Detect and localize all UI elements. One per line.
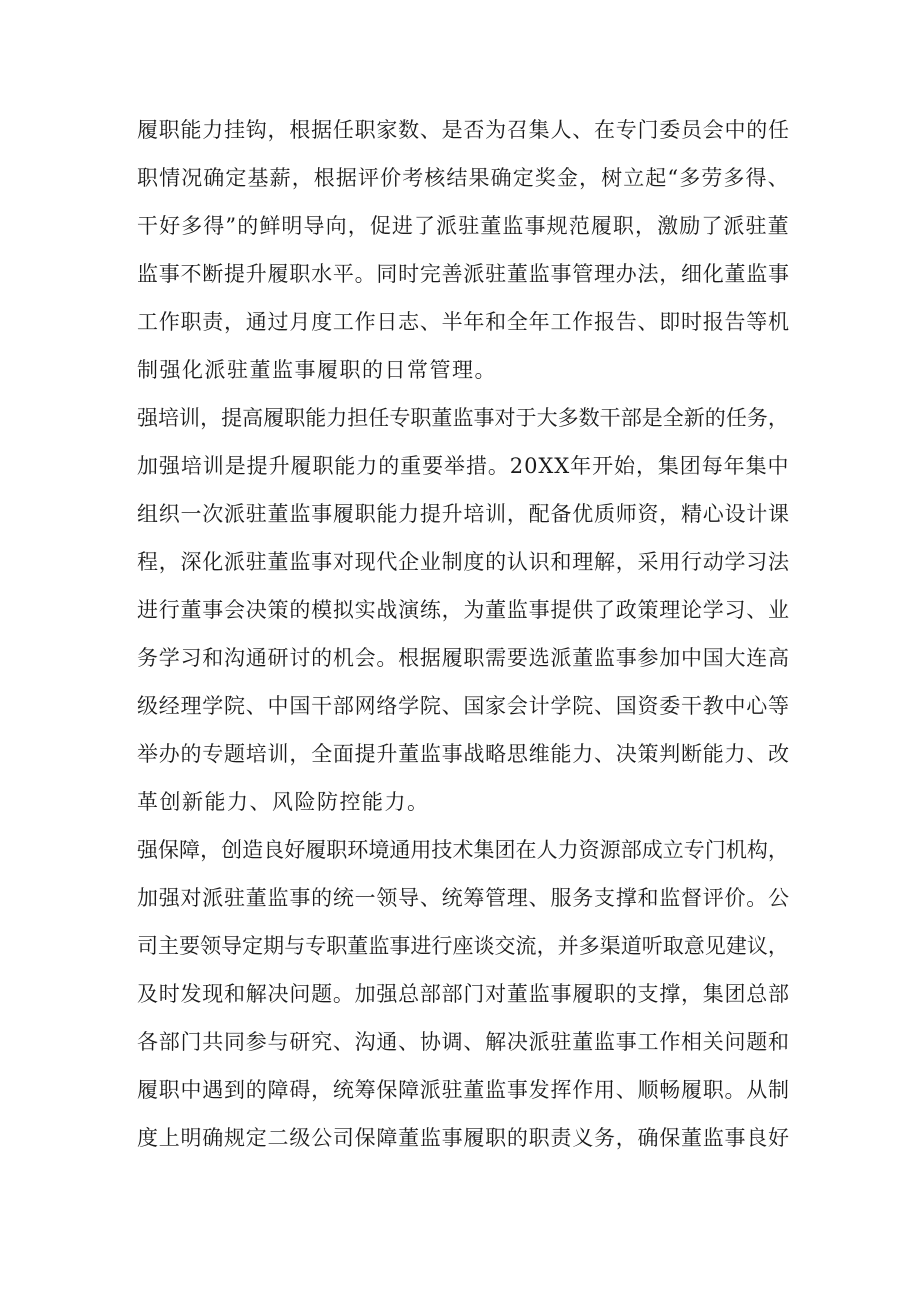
body-text-line: 各部门共同参与研究、沟通、协调、解决派驻董监事工作相关问题和 — [137, 1030, 790, 1054]
body-text-line: 强培训，提高履职能力担任专职董监事对于大多数干部是全新的任务， — [137, 406, 789, 430]
body-text-line: 职情况确定基薪，根据评价考核结果确定奖金，树立起“多劳多得、 — [137, 166, 790, 190]
body-text-line: 革创新能力、风险防控能力。 — [137, 790, 430, 814]
body-text-line: 度上明确规定二级公司保障董监事履职的职责义务，确保董监事良好 — [137, 1126, 790, 1150]
body-text-line: 强保障，创造良好履职环境通用技术集团在人力资源部成立专门机构， — [137, 838, 789, 862]
body-text-line: 加强培训是提升履职能力的重要举措。20XX年开始，集团每年集中 — [137, 454, 790, 478]
body-text-line: 务学习和沟通研讨的机会。根据履职需要选派董监事参加中国大连高 — [137, 646, 790, 670]
body-text-line: 进行董事会决策的模拟实战演练，为董监事提供了政策理论学习、业 — [137, 598, 790, 622]
body-text-line: 举办的专题培训，全面提升董监事战略思维能力、决策判断能力、改 — [137, 742, 790, 766]
body-text-line: 组织一次派驻董监事履职能力提升培训，配备优质师资，精心设计课 — [137, 502, 790, 526]
body-text-line: 履职中遇到的障碍，统筹保障派驻董监事发挥作用、顺畅履职。从制 — [137, 1078, 790, 1102]
body-text-line: 工作职责，通过月度工作日志、半年和全年工作报告、即时报告等机 — [137, 310, 790, 334]
body-text-line: 监事不断提升履职水平。同时完善派驻董监事管理办法，细化董监事 — [137, 262, 790, 286]
body-text-line: 及时发现和解决问题。加强总部部门对董监事履职的支撑，集团总部 — [137, 982, 790, 1006]
body-text-line: 制强化派驻董监事履职的日常管理。 — [137, 358, 497, 382]
body-text-line: 司主要领导定期与专职董监事进行座谈交流，并多渠道听取意见建议， — [137, 934, 789, 958]
body-text-line: 干好多得”的鲜明导向，促进了派驻董监事规范履职，激励了派驻董 — [137, 214, 790, 238]
body-text-line: 程，深化派驻董监事对现代企业制度的认识和理解，采用行动学习法 — [137, 550, 790, 574]
body-text-line: 级经理学院、中国干部网络学院、国家会计学院、国资委干教中心等 — [137, 694, 790, 718]
body-text-line: 履职能力挂钩，根据任职家数、是否为召集人、在专门委员会中的任 — [137, 118, 790, 142]
body-text-line: 加强对派驻董监事的统一领导、统筹管理、服务支撑和监督评价。公 — [137, 886, 790, 910]
